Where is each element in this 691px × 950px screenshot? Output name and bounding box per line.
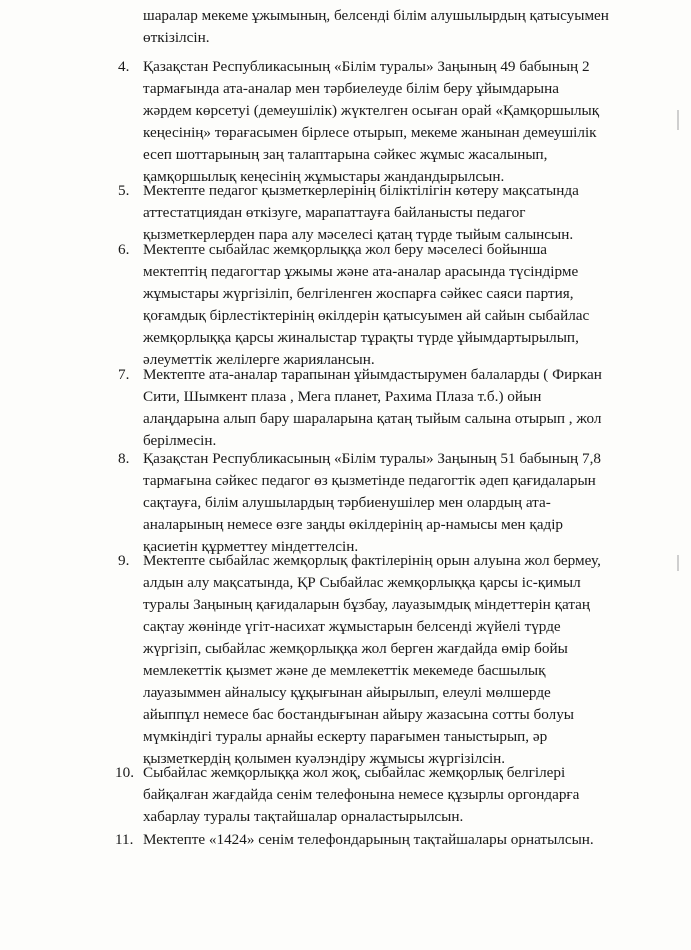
text-line: тармағында ата-аналар мен тәрбиелеуде білім беру ұйымдарына	[143, 80, 559, 97]
list-number: 9.	[118, 552, 130, 569]
text-line: мектептің педагогтар ұжымы және ата-аналар арасында түсіндірме	[143, 263, 579, 280]
scan-edge-mark	[677, 110, 679, 130]
text-line: әлеуметтік желілерге жариялансын.	[143, 351, 375, 368]
text-line: Сити, Шымкент плаза , Мега планет, Рахима Плаза т.б.) ойын	[143, 388, 542, 405]
text-line: жәрдем көрсетуі (демеушілік) жүктелген осыған орай «Қамқоршылық	[143, 102, 600, 119]
text-line: берілмесін.	[143, 432, 217, 449]
text-line: қоғамдық бірлестіктерінің өкілдерін қатысуымен ай сайын сыбайлас	[143, 307, 590, 324]
list-number: 6.	[118, 241, 130, 258]
text-line: Мектепте педагог қызметкерлерінің біліктілігін көтеру мақсатында	[143, 182, 579, 199]
list-number: 10.	[115, 764, 134, 781]
scan-edge-mark	[677, 555, 679, 571]
text-line: сақтау жөнінде үгіт-насихат жұмыстарын белсенді жүйелі түрде	[143, 618, 561, 635]
text-line: Қазақстан Республикасының «Білім туралы» Заңының 51 бабының 7,8	[143, 450, 601, 467]
text-line: аттестатциядан өткізуге, марапаттауға байланысты педагог	[143, 204, 526, 221]
list-number: 5.	[118, 182, 130, 199]
text-line: алдын алу мақсатында, ҚР Сыбайлас жемқорлыққа қарсы іс-қимыл	[143, 574, 581, 591]
text-line: мүмкіндігі туралы арнайы ескерту парағымен таныстырып, әр	[143, 728, 548, 745]
list-number: 4.	[118, 58, 130, 75]
text-line: Қазақстан Республикасының «Білім туралы» Заңының 49 бабының 2	[143, 58, 590, 75]
text-line: алаңдарына алып бару шараларына қатаң тыйым салына отырып , жол	[143, 410, 602, 427]
text-line: жұмыстары жүргізіліп, белгіленген жоспарға сәйкес саяси партия,	[143, 285, 574, 302]
text-line: лауазыммен айналысу құқығынан айырылып, елеулі мөлшерде	[143, 684, 551, 701]
text-line: Мектепте «1424» сенім телефондарының тақтайшалары орнатылсын.	[143, 831, 594, 848]
text-line: Мектепте сыбайлас жемқорлық фактілерінің орын алуына жол бермеу,	[143, 552, 601, 569]
text-line: шаралар мекеме ұжымының, белсенді білім алушылырдың қатысуымен	[143, 7, 609, 24]
text-line: Мектепте ата-аналар тарапынан ұйымдастырумен балаларды ( Фиркан	[143, 366, 602, 383]
text-line: есеп шоттарының заң талаптарына сәйкес жұмыс жасалынып,	[143, 146, 548, 163]
text-line: туралы Заңының қағидаларын бұзбау, лауазымдық міндеттерін қатаң	[143, 596, 591, 613]
text-line: қызметкердің қолымен куәлэндіру жұмысы жүргізілсін.	[143, 750, 506, 767]
text-line: айыппұл немесе бас бостандығынан айыру жазасына сотты болуы	[143, 706, 575, 723]
text-line: кеңесінің» төрағасымен бірлесе отырып, мекеме жанынан демеушілік	[143, 124, 597, 141]
text-line: мемлекеттік қызмет және де мемлекеттік мекемеде басшылық	[143, 662, 546, 679]
text-line: қасиетін құрметтеу міндеттелсін.	[143, 538, 359, 555]
text-line: тармағына сәйкес педагог өз қызметінде педагогтік әдеп қағидаларын	[143, 472, 596, 489]
text-line: байқалған жағдайда сенім телефонына немесе құзырлы оргондарға	[143, 786, 580, 803]
list-number: 11.	[115, 831, 134, 848]
text-line: жүргізіп, сыбайлас жемқорлыққа жол берген жағдайда өмір бойы	[143, 640, 568, 657]
text-line: өткізілсін.	[143, 29, 210, 46]
text-line: Сыбайлас жемқорлыққа жол жоқ, сыбайлас жемқорлық белгілері	[143, 764, 566, 781]
text-line: қамқоршылық кеңесінің жұмыстары жандандырылсын.	[143, 168, 505, 185]
list-number: 8.	[118, 450, 130, 467]
text-line: Мектепте сыбайлас жемқорлыққа жол беру мәселесі бойынша	[143, 241, 548, 258]
text-line: хабарлау туралы тақтайшалар орналастырылсын.	[143, 808, 464, 825]
text-line: қызметкерлерден пара алу мәселесі қатаң түрде тыйым салынсын.	[143, 226, 574, 243]
text-line: сақтауға, білім алушылардың тәрбиенушілер мен олардың ата-	[143, 494, 551, 511]
list-number: 7.	[118, 366, 130, 383]
text-line: аналарының немесе өзге заңды өкілдерінің ар-намысы мен қадір	[143, 516, 564, 533]
text-line: жемқорлыққа қарсы жиналыстар тұрақты түрде ұйымдартырылып,	[143, 329, 579, 346]
